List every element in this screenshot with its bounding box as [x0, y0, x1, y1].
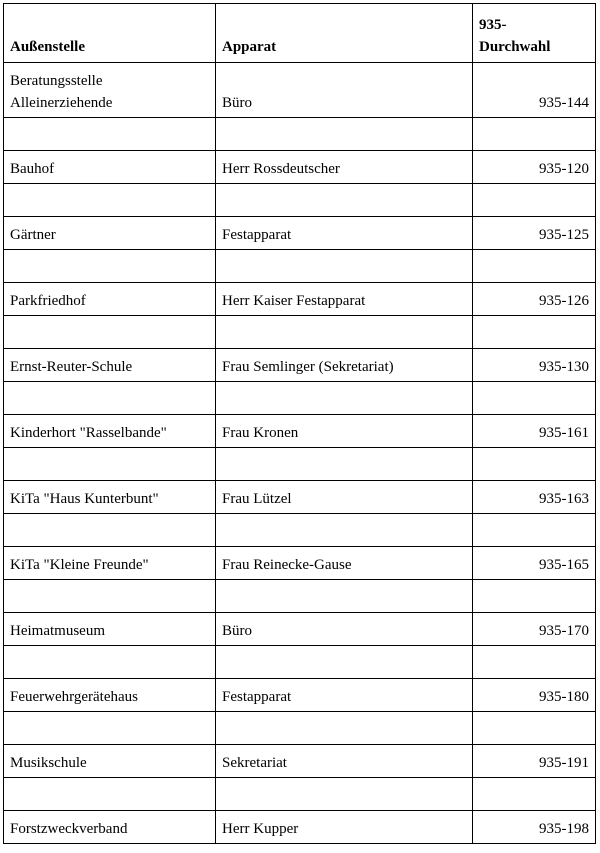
empty-cell: [473, 382, 596, 415]
location-cell: Heimatmuseum: [4, 613, 216, 646]
empty-cell: [216, 184, 473, 217]
table-row: [4, 613, 596, 646]
empty-cell: [4, 514, 216, 547]
header-row: [4, 4, 596, 63]
table-row: [4, 283, 596, 316]
empty-cell: [4, 448, 216, 481]
extension-holder-cell: Festapparat: [216, 217, 473, 250]
spacer-row: [4, 514, 596, 547]
location-cell: Bauhof: [4, 151, 216, 184]
table-row: [4, 679, 596, 712]
empty-cell: [4, 580, 216, 613]
empty-cell: [4, 118, 216, 151]
location-cell: [4, 63, 216, 118]
extension-holder-cell: Festapparat: [216, 679, 473, 712]
empty-cell: [216, 646, 473, 679]
location-cell: Forstzweckverband: [4, 811, 216, 844]
extension-holder-cell: Sekretariat: [216, 745, 473, 778]
empty-cell: [473, 778, 596, 811]
location-cell: Kinderhort "Rasselbande": [4, 415, 216, 448]
location-cell: Gärtner: [4, 217, 216, 250]
extension-holder-cell: Herr Kaiser Festapparat: [216, 283, 473, 316]
header-number-line2: Durchwahl: [479, 39, 551, 55]
extension-holder-cell: Frau Semlinger (Sekretariat): [216, 349, 473, 382]
table-row: [4, 151, 596, 184]
number-cell: 935-180: [473, 679, 596, 712]
empty-cell: [4, 646, 216, 679]
table-row: [4, 745, 596, 778]
number-cell: 935-170: [473, 613, 596, 646]
table-row: [4, 415, 596, 448]
empty-cell: [216, 118, 473, 151]
spacer-row: [4, 646, 596, 679]
extension-holder-cell: Büro: [216, 63, 473, 118]
table-row: [4, 481, 596, 514]
table-row: [4, 547, 596, 580]
empty-cell: [473, 118, 596, 151]
header-extension-holder: Apparat: [216, 4, 473, 63]
empty-cell: [4, 778, 216, 811]
empty-cell: [216, 448, 473, 481]
number-cell: 935-144: [473, 63, 596, 118]
spacer-row: [4, 250, 596, 283]
spacer-row: [4, 184, 596, 217]
empty-cell: [473, 448, 596, 481]
extension-holder-cell: Herr Kupper: [216, 811, 473, 844]
location-cell: Musikschule: [4, 745, 216, 778]
number-cell: 935-125: [473, 217, 596, 250]
spacer-row: [4, 778, 596, 811]
number-cell: 935-126: [473, 283, 596, 316]
location-cell: KiTa "Kleine Freunde": [4, 547, 216, 580]
table-row: [4, 63, 596, 118]
spacer-row: [4, 580, 596, 613]
spacer-row: [4, 448, 596, 481]
location-line1: Beratungsstelle: [10, 73, 103, 89]
number-cell: 935-130: [473, 349, 596, 382]
spacer-row: [4, 712, 596, 745]
extension-holder-cell: Büro: [216, 613, 473, 646]
number-cell: 935-163: [473, 481, 596, 514]
empty-cell: [4, 250, 216, 283]
empty-cell: [4, 382, 216, 415]
number-cell: 935-161: [473, 415, 596, 448]
empty-cell: [4, 184, 216, 217]
empty-cell: [216, 514, 473, 547]
empty-cell: [473, 514, 596, 547]
extension-holder-cell: Frau Kronen: [216, 415, 473, 448]
location-line2: Alleinerziehende: [10, 95, 113, 111]
empty-cell: [473, 184, 596, 217]
empty-cell: [473, 712, 596, 745]
location-cell: Feuerwehrgerätehaus: [4, 679, 216, 712]
spacer-row: [4, 382, 596, 415]
header-number-line1: 935-: [479, 17, 507, 33]
empty-cell: [216, 316, 473, 349]
table-row: [4, 811, 596, 844]
number-cell: 935-191: [473, 745, 596, 778]
extension-holder-cell: Frau Reinecke-Gause: [216, 547, 473, 580]
header-location: Außenstelle: [4, 4, 216, 63]
extension-holder-cell: Herr Rossdeutscher: [216, 151, 473, 184]
empty-cell: [473, 250, 596, 283]
empty-cell: [216, 778, 473, 811]
phone-directory-table: [3, 3, 596, 844]
empty-cell: [216, 250, 473, 283]
number-cell: 935-165: [473, 547, 596, 580]
number-cell: 935-198: [473, 811, 596, 844]
empty-cell: [216, 382, 473, 415]
empty-cell: [473, 580, 596, 613]
header-number: [473, 4, 596, 63]
location-cell: KiTa "Haus Kunterbunt": [4, 481, 216, 514]
empty-cell: [4, 712, 216, 745]
spacer-row: [4, 316, 596, 349]
location-cell: Ernst-Reuter-Schule: [4, 349, 216, 382]
empty-cell: [216, 580, 473, 613]
table-row: [4, 349, 596, 382]
number-cell: 935-120: [473, 151, 596, 184]
empty-cell: [4, 316, 216, 349]
empty-cell: [473, 646, 596, 679]
extension-holder-cell: Frau Lützel: [216, 481, 473, 514]
table-row: [4, 217, 596, 250]
empty-cell: [216, 712, 473, 745]
location-cell: Parkfriedhof: [4, 283, 216, 316]
spacer-row: [4, 118, 596, 151]
empty-cell: [473, 316, 596, 349]
